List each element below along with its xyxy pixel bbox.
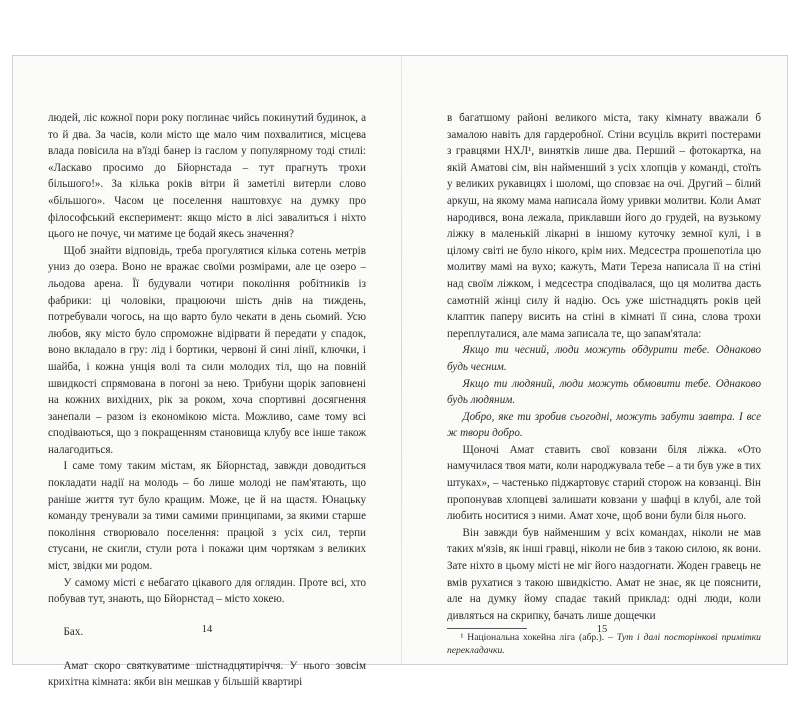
paragraph: Щоночі Амат ставить свої ковзани біля ліжка. «Ото намучилася твоя мати, коли народжувала тебе – а ти був уже в тих штуках», – частенько піджартовує старий сторож на ковзанці. Він пропонував хлопцеві залишати ковзани у шафці в клубі, але той любить носитися з ними. Амат хоче, щоб вони були біля нього. bbox=[447, 443, 761, 523]
paragraph: Добро, яке ти зробив сьогодні, можуть забути завтра. І все ж твори добро. bbox=[447, 410, 761, 440]
footnote bbox=[447, 631, 761, 657]
footnote-rule bbox=[447, 628, 527, 629]
paragraph: І саме тому таким містам, як Бйорнстад, завжди доводиться покладати надії на молодь – бо лише молоді не пам'ятають, що раніше життя тут було кращим. Може, це й на щастя. Юнацьку команду тренували за тими самими принципами, за якими старше покоління створювало поселення: працюй з усіх сил, терпи стусани, не скигли, стули рота і покажи цим чортякам з великих міст, звідки ми родом. bbox=[48, 460, 366, 573]
paragraph: Якщо ти людяний, люди можуть обмовити тебе. Однаково будь людяним. bbox=[447, 377, 761, 407]
left-page bbox=[13, 56, 401, 689]
paragraph: людей, ліс кожної пори року поглинає чийсь покинутий будинок, а то й два. За часів, коли місто ще мало чим похвалитися, місцева влада повісила на в'їзді банер із гаслом у популярному тоді стилі: «Ласкаво просимо до Бйорнстада – тут прагнуть трохи більшого!». За кілька років вітри й заметілі витерли слово «більшого». Часом це поселення наштовхує на думку про філософський експеримент: якщо місто в лісі завалиться і ніхто цього не почує, чи матиме це бодай якесь значення? bbox=[48, 112, 366, 241]
paragraph: в багатшому районі великого міста, таку кімнату вважали б замалою навіть для гардеробної. Стіни всуціль вкриті постерами з гравцями НХЛ¹, винятків лише два. Перший – фотокартка, на якій Аматові сім, він найменший з усіх хлопців у команді, стоїть у великих рукавицях і шоломі, що сповзає на очі. Другий – білий аркуш, на якому мама написала йому уривки молитви. Коли Амат народився, вона лежала, приклавши його до грудей, на вузькому ліжку в маленькій лікарні в іншому куточку земної кулі, і в цілому світі не було нікого, крім них. Медсестра прошепотіла цю молитву мамі на вухо; кажуть, Мати Тереза написала її на стіні над своїм ліжком, і медсестра сподівалася, що ця молитва дасть самотній жінці силу й надію. Ось уже шістнадцять років цей клаптик паперу висить на стіні в кімнаті її сина, слова трохи переплуталися, але мама записала те, що запам'ятала: bbox=[447, 112, 761, 340]
paragraph: Щоб знайти відповідь, треба прогулятися кілька сотень метрів униз до озера. Воно не вражає своїми розмірами, але це озеро – льодова арена. Її будували чотири покоління робітників із фабрики: ці чоловіки, працюючи шість днів на тиждень, потребували чогось, на що варто було чекати в день сьомий. Усю любов, яку місто було спроможне відірвати й передати у спадок, воно вкладало в гру: лід і бортики, червоні й сині лінії, ключки, і шайба, і кожна унція волі та сили молодих тіл, що на повній швидкості спрямована в погоні за нею. Трибуни щорік заповнені на кожних вихідних, рік за роком, хоча спортивні досягнення занепали – разом із економікою міста. Можливо, саме тому всі сподіваються, що з покращенням становища клубу все інше також налагодиться. bbox=[48, 244, 366, 456]
left-page-number: 14 bbox=[201, 624, 213, 635]
footnote-italic-text: Тут і далі посторінкові примітки перекладачки. bbox=[447, 632, 761, 657]
book-spread bbox=[12, 55, 788, 689]
right-page-number: 15 bbox=[596, 624, 608, 635]
right-page bbox=[402, 56, 789, 664]
paragraph: У самому місті є небагато цікавого для оглядин. Проте всі, хто побував тут, знають, що Бйорнстад – місто хокею. bbox=[48, 576, 366, 606]
left-page-text bbox=[48, 110, 366, 691]
footnote-marker: ¹ bbox=[460, 632, 464, 644]
paragraph: Бах. bbox=[63, 626, 84, 639]
paragraph: Якщо ти чесний, люди можуть обдурити тебе. Однаково будь чесним. bbox=[447, 344, 761, 373]
paragraph: Він завжди був найменшим у всіх командах, ніколи не мав таких м'язів, як інші гравці, ніколи не бив з такою силою, як вони. Зате ніхто в цьому місті не міг його наздогнати. Жоден гравець не вмів рухатися з такою швидкістю. Амат не знає, як це пояснити, але на думку йому спадає такий приклад: одні люди, коли дивляться на скрипку, бачать лише дощечки bbox=[447, 526, 761, 622]
footnote-text: Національна хокейна ліга (абр.). – bbox=[463, 632, 617, 644]
right-page-text bbox=[447, 110, 761, 657]
paragraph: Амат скоро святкуватиме шістнадцятиріччя. У нього зовсім крихітна кімната: якби він мешкав у більшій квартирі bbox=[48, 659, 366, 689]
